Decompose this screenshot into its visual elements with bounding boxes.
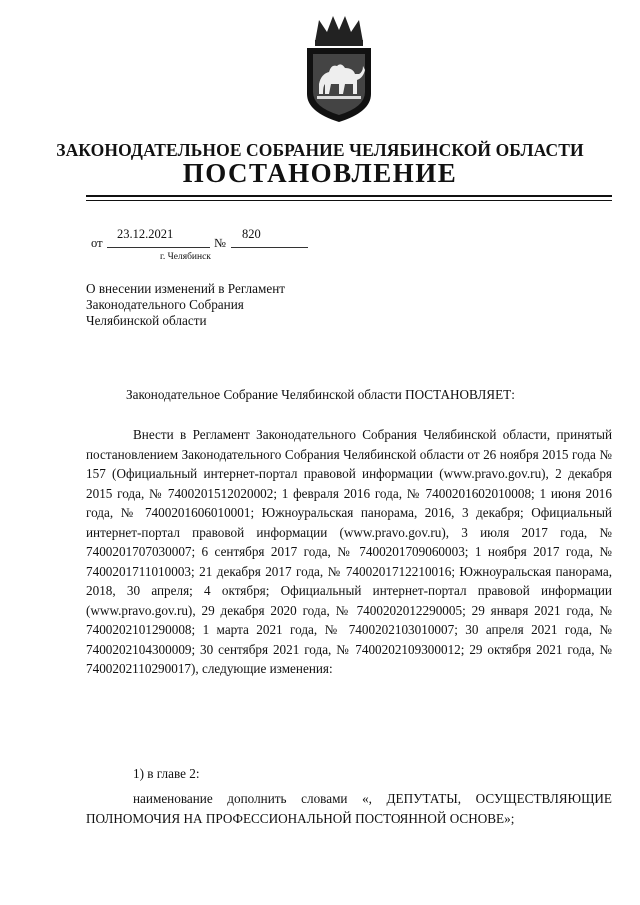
header-divider-thin	[86, 200, 612, 201]
organization-name: ЗАКОНОДАТЕЛЬНОЕ СОБРАНИЕ ЧЕЛЯБИНСКОЙ ОБЛАСТИ	[56, 140, 584, 160]
preamble-text: Законодательное Собрание Челябинской области ПОСТАНОВЛЯЕТ:	[126, 387, 515, 402]
date-from-label: от	[91, 236, 103, 250]
number-label: №	[214, 236, 226, 250]
preamble	[86, 385, 612, 405]
item-1-heading: 1) в главе 2:	[133, 766, 200, 781]
document-date: 23.12.2021	[117, 227, 174, 241]
document-number: 820	[242, 227, 261, 241]
item-1-text: наименование дополнить словами «, ДЕПУТАТЫ, ОСУЩЕСТВЛЯЮЩИЕ ПОЛНОМОЧИЯ НА ПРОФЕССИОНАЛЬНОЙ ПОСТОЯННОЙ ОСНОВЕ»;	[86, 791, 612, 826]
document-type-title: ПОСТАНОВЛЕНИЕ	[182, 158, 458, 188]
header-divider-thick	[86, 195, 612, 197]
document-subject: О внесении изменений в Регламент Законодательного Собрания Челябинской области	[86, 281, 286, 328]
number-underline	[231, 247, 308, 248]
city-label: г. Челябинск	[160, 252, 211, 262]
coat-of-arms-icon	[297, 12, 381, 124]
date-underline	[107, 247, 210, 248]
main-paragraph: Внести в Регламент Законодательного Собрания Челябинской области, принятый постановлением Законодательного Собрания Челябинской области от 26 ноября 2015 года № 157 (Официальный интернет-портал правовой информации (www.pravo.gov.ru), 2 декабря 2015 года, № 7400201512020002; 1 февраля 2016 года, № 7400201602010008; 1 июня 2016 года, № 7400201606010001; Южноуральская панорама, 2016, 3 декабря; Официальный интернет-портал правовой информации (www.pravo.gov.ru), 3 июля 2017 года, № 7400201707030007; 6 сентября 2017 года, № 7400201709060003; 1 ноября 2017 года, № 7400201711010003; 21 декабря 2017 года, № 7400201712210016; Южноуральская панорама, 2018, 30 апреля; 4 октября; Официальный интернет-портал правовой информации (www.pravo.gov.ru), 29 декабря 2020 года, № 7400202012290005; 29 января 2021 года, № 7400202101290008; 1 марта 2021 года, № 7400202103010007; 30 апреля 2021 года, № 7400202104300009; 30 сентября 2021 года, № 7400202109300012; 29 октября 2021 года, № 7400202110290017), следующие изменения:	[86, 427, 612, 676]
